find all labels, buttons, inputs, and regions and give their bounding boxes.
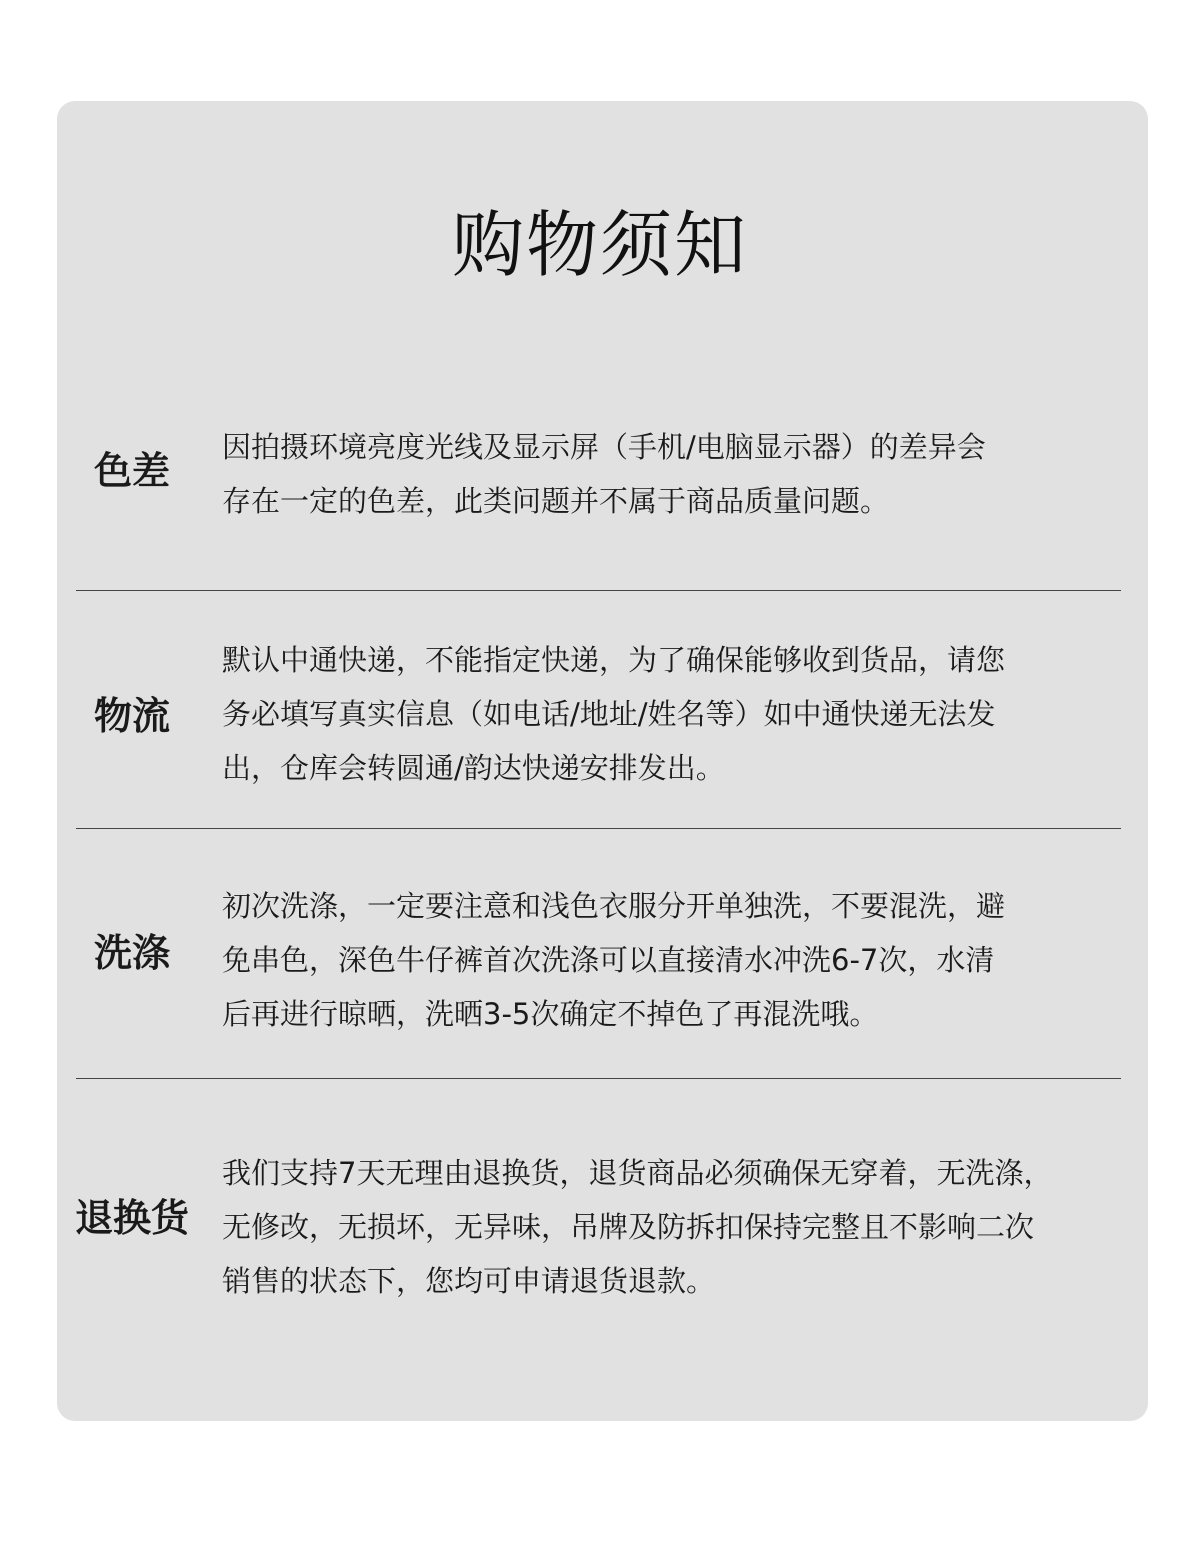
text-line: 我们支持7天无理由退换货，退货商品必须确保无穿着，无洗涤，	[222, 1156, 1053, 1190]
text-line: 默认中通快递，不能指定快递，为了确保能够收到货品，请您	[222, 643, 1006, 677]
section-label-returns: 退换货	[74, 1196, 189, 1240]
text-line: 后再进行晾晒，洗晒3-5次确定不掉色了再混洗哦。	[222, 997, 879, 1031]
section-text-logistics	[222, 633, 1072, 795]
text-line: 存在一定的色差，此类问题并不属于商品质量问题。	[222, 484, 890, 518]
text-line: 销售的状态下，您均可申请退货退款。	[222, 1264, 716, 1298]
text-line: 务必填写真实信息（如电话/地址/姓名等）如中通快递无法发	[222, 697, 996, 731]
divider	[76, 590, 1121, 591]
text-line: 初次洗涤，一定要注意和浅色衣服分开单独洗，不要混洗，避	[222, 889, 1006, 923]
section-label-logistics: 物流	[93, 694, 170, 738]
text-line: 无修改，无损坏，无异味，吊牌及防拆扣保持完整且不影响二次	[222, 1210, 1035, 1244]
divider	[76, 1078, 1121, 1079]
section-text-color-difference	[222, 420, 1072, 528]
section-label-washing: 洗涤	[93, 931, 170, 975]
text-line: 免串色，深色牛仔裤首次洗涤可以直接清水冲洗6-7次，水清	[222, 943, 995, 977]
text-line: 因拍摄环境亮度光线及显示屏（手机/电脑显示器）的差异会	[222, 430, 986, 464]
section-label-color-difference: 色差	[93, 449, 170, 493]
page-title: 购物须知	[451, 203, 748, 287]
section-text-washing	[222, 879, 1072, 1041]
section-text-returns	[222, 1146, 1072, 1308]
text-line: 出，仓库会转圆通/韵达快递安排发出。	[222, 751, 725, 785]
divider	[76, 828, 1121, 829]
